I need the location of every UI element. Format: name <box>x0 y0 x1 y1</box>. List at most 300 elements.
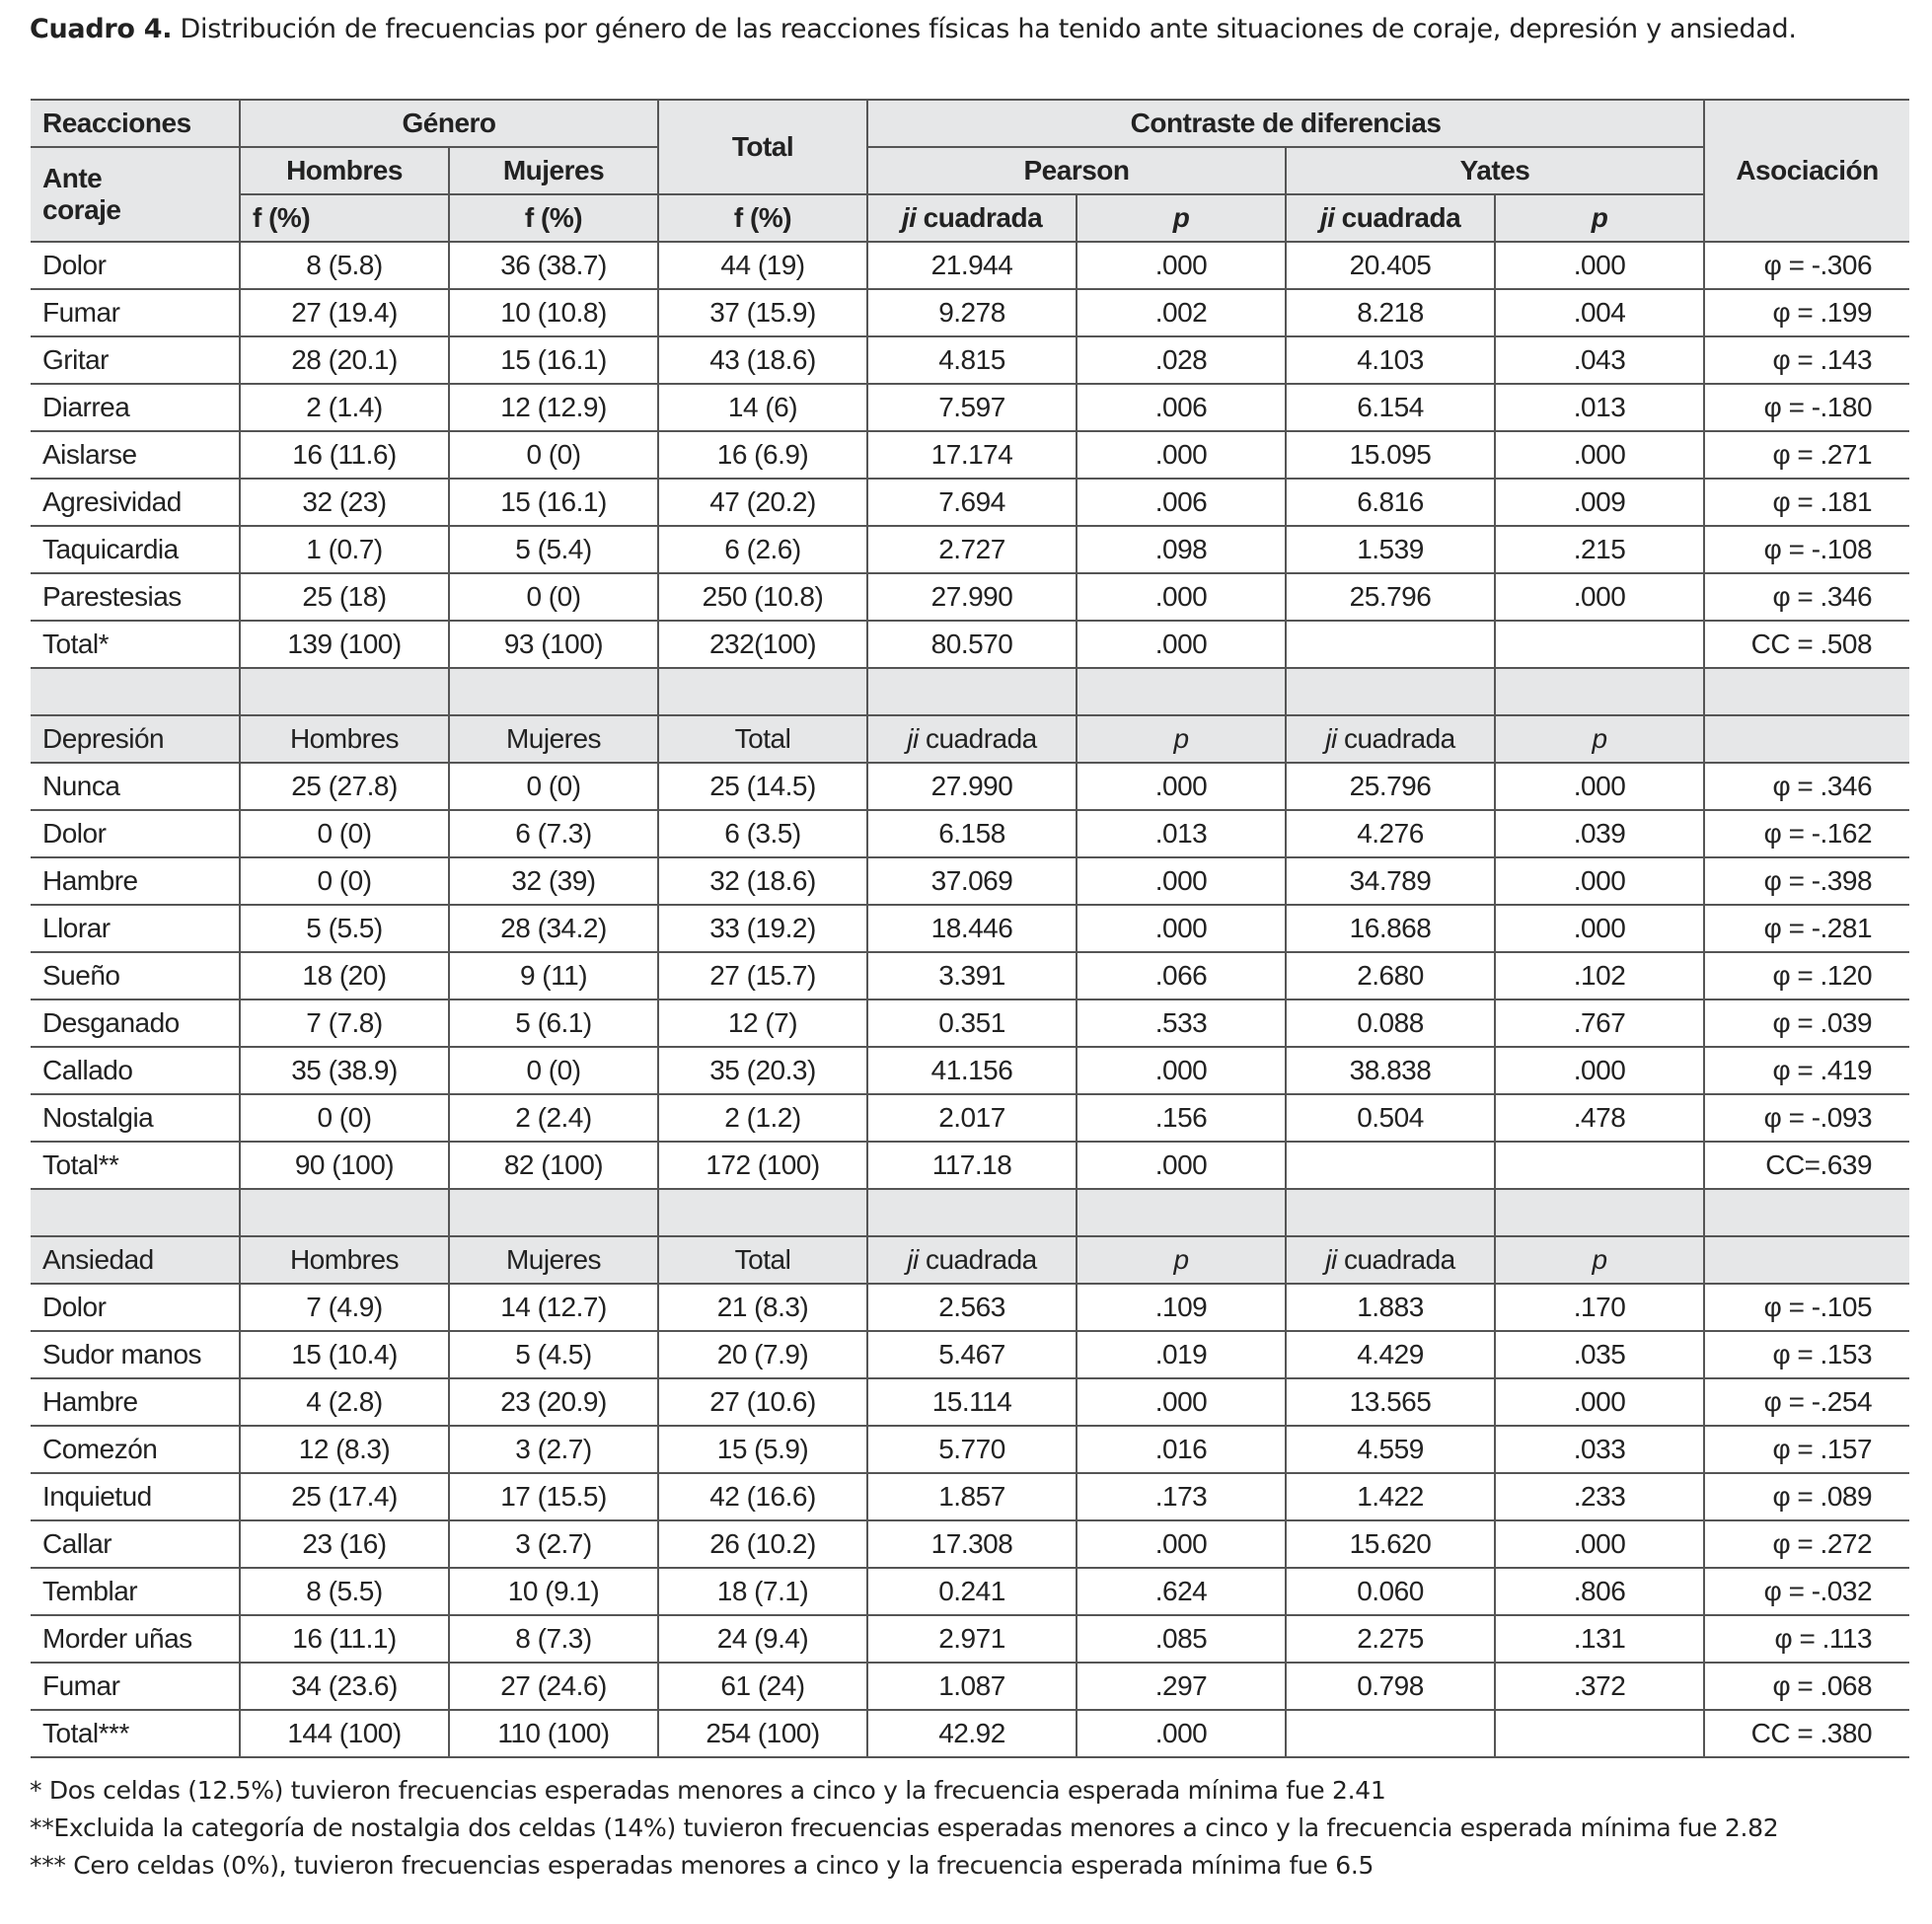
cell-hombres: 0 (0) <box>240 810 449 857</box>
section-header-row <box>31 715 1909 763</box>
cell-mujeres: 17 (15.5) <box>449 1473 658 1520</box>
section-header-row <box>31 1236 1909 1284</box>
cell-hombres: 7 (7.8) <box>240 999 449 1047</box>
cell-pearson-p: .098 <box>1077 526 1286 573</box>
note-3: *** Cero celdas (0%), tuvieron frecuencias esperadas menores a cinco y la frecuencia esperada mínima fue 6.5 <box>30 1851 1375 1880</box>
cell-hombres: 139 (100) <box>240 621 449 668</box>
cell-pearson-p: .000 <box>1077 1378 1286 1426</box>
col-hombres: Hombres <box>240 715 449 763</box>
cell-mujeres: 10 (9.1) <box>449 1568 658 1615</box>
header-mujeres: Mujeres <box>449 147 658 194</box>
cell-total: 35 (20.3) <box>658 1047 867 1094</box>
caption-text: Distribución de frecuencias por género de las reacciones físicas ha tenido ante situaciones de coraje, depresión y ansiedad. <box>180 14 1797 44</box>
table-row <box>31 1426 1909 1473</box>
cell-pearson-p: .006 <box>1077 384 1286 431</box>
row-label: Parestesias <box>31 573 240 621</box>
cell-mujeres: 5 (5.4) <box>449 526 658 573</box>
cell-asociacion: φ = -.281 <box>1704 905 1909 952</box>
cell-asociacion: φ = .068 <box>1704 1663 1909 1710</box>
cell-yates-ji: 16.868 <box>1286 905 1495 952</box>
cell-mujeres: 14 (12.7) <box>449 1284 658 1331</box>
table-row <box>31 1473 1909 1520</box>
row-label: Dolor <box>31 810 240 857</box>
cell-mujeres: 15 (16.1) <box>449 479 658 526</box>
cell-hombres: 23 (16) <box>240 1520 449 1568</box>
cell-pearson-ji: 3.391 <box>867 952 1077 999</box>
header-yates-p <box>1495 194 1704 242</box>
cell-yates-ji: 1.422 <box>1286 1473 1495 1520</box>
cell-yates-ji: 4.429 <box>1286 1331 1495 1378</box>
cell-yates-p: .009 <box>1495 479 1704 526</box>
row-label: Callado <box>31 1047 240 1094</box>
cell-mujeres: 27 (24.6) <box>449 1663 658 1710</box>
cell-mujeres: 8 (7.3) <box>449 1615 658 1663</box>
cell-pearson-ji: 2.563 <box>867 1284 1077 1331</box>
cell-yates-ji <box>1286 621 1495 668</box>
cell-asociacion: φ = .272 <box>1704 1520 1909 1568</box>
cell-asociacion: φ = -.306 <box>1704 242 1909 289</box>
cell-pearson-p: .006 <box>1077 479 1286 526</box>
cell-hombres: 27 (19.4) <box>240 289 449 336</box>
cell-asociacion: φ = .271 <box>1704 431 1909 479</box>
cell-yates-ji: 25.796 <box>1286 573 1495 621</box>
cell-asociacion: φ = -.105 <box>1704 1284 1909 1331</box>
cell-mujeres: 2 (2.4) <box>449 1094 658 1142</box>
header-row-2 <box>31 147 1909 194</box>
cell-hombres: 90 (100) <box>240 1142 449 1189</box>
cell-hombres: 32 (23) <box>240 479 449 526</box>
cell-asociacion: φ = .120 <box>1704 952 1909 999</box>
row-label: Comezón <box>31 1426 240 1473</box>
cell-yates-ji <box>1286 1710 1495 1757</box>
row-label: Dolor <box>31 1284 240 1331</box>
cell-pearson-p: .297 <box>1077 1663 1286 1710</box>
ji-label: ji <box>907 1244 919 1275</box>
cell-asociacion: φ = -.254 <box>1704 1378 1909 1426</box>
cell-pearson-ji: 27.990 <box>867 573 1077 621</box>
cell-hombres: 25 (27.8) <box>240 763 449 810</box>
cell-pearson-ji: 2.727 <box>867 526 1077 573</box>
col-asociacion <box>1704 715 1909 763</box>
cell-hombres: 7 (4.9) <box>240 1284 449 1331</box>
cell-total: 18 (7.1) <box>658 1568 867 1615</box>
header-ante-coraje <box>31 147 240 242</box>
cell-asociacion: φ = -.180 <box>1704 384 1909 431</box>
cell-pearson-p: .173 <box>1077 1473 1286 1520</box>
cell-yates-ji: 34.789 <box>1286 857 1495 905</box>
section-title-depresion: Depresión <box>31 715 240 763</box>
cell-yates-p: .000 <box>1495 242 1704 289</box>
row-label: Agresividad <box>31 479 240 526</box>
table-row <box>31 431 1909 479</box>
cell-hombres: 1 (0.7) <box>240 526 449 573</box>
cell-mujeres: 28 (34.2) <box>449 905 658 952</box>
cell-asociacion: φ = -.398 <box>1704 857 1909 905</box>
cell-yates-ji: 8.218 <box>1286 289 1495 336</box>
cell-asociacion: φ = -.093 <box>1704 1094 1909 1142</box>
cell-pearson-p: .019 <box>1077 1331 1286 1378</box>
cell-mujeres: 110 (100) <box>449 1710 658 1757</box>
cell-mujeres: 3 (2.7) <box>449 1520 658 1568</box>
cell-yates-p <box>1495 621 1704 668</box>
cell-asociacion: φ = .157 <box>1704 1426 1909 1473</box>
cell-asociacion: φ = .089 <box>1704 1473 1909 1520</box>
cell-hombres: 8 (5.5) <box>240 1568 449 1615</box>
cell-yates-p: .806 <box>1495 1568 1704 1615</box>
header-reacciones: Reacciones <box>31 100 240 147</box>
section-coraje <box>31 242 1909 668</box>
section-depresion <box>31 763 1909 1189</box>
table-row <box>31 1568 1909 1615</box>
section-ansiedad-header <box>31 1236 1909 1284</box>
col-yates-p <box>1495 1236 1704 1284</box>
cell-pearson-ji: 9.278 <box>867 289 1077 336</box>
cell-pearson-p: .000 <box>1077 573 1286 621</box>
cell-pearson-ji: 1.087 <box>867 1663 1077 1710</box>
cell-yates-p: .000 <box>1495 1047 1704 1094</box>
cell-mujeres: 0 (0) <box>449 1047 658 1094</box>
table-row <box>31 763 1909 810</box>
cell-asociacion: φ = -.108 <box>1704 526 1909 573</box>
cell-total: 43 (18.6) <box>658 336 867 384</box>
row-label: Nostalgia <box>31 1094 240 1142</box>
cell-yates-p: .767 <box>1495 999 1704 1047</box>
cell-hombres: 5 (5.5) <box>240 905 449 952</box>
section-gap <box>31 668 1909 715</box>
cell-pearson-p: .013 <box>1077 810 1286 857</box>
cell-pearson-ji: 5.467 <box>867 1331 1077 1378</box>
col-pearson-ji <box>867 1236 1077 1284</box>
header-yates: Yates <box>1286 147 1704 194</box>
row-label: Dolor <box>31 242 240 289</box>
cell-yates-p: .000 <box>1495 431 1704 479</box>
ji-label: ji <box>1325 723 1337 754</box>
cell-total: 14 (6) <box>658 384 867 431</box>
gap-row <box>31 668 1909 715</box>
cell-hombres: 25 (17.4) <box>240 1473 449 1520</box>
table-row <box>31 810 1909 857</box>
table-row <box>31 621 1909 668</box>
header-pearson: Pearson <box>867 147 1286 194</box>
cell-total: 16 (6.9) <box>658 431 867 479</box>
cuadrada-label: cuadrada <box>916 202 1043 233</box>
p-label: p <box>1173 1244 1189 1275</box>
cell-pearson-p: .000 <box>1077 763 1286 810</box>
cell-pearson-ji: 7.597 <box>867 384 1077 431</box>
cuadrada-label: cuadrada <box>1336 1244 1455 1275</box>
cell-hombres: 35 (38.9) <box>240 1047 449 1094</box>
cell-asociacion: φ = -.162 <box>1704 810 1909 857</box>
cell-pearson-ji: 5.770 <box>867 1426 1077 1473</box>
cell-mujeres: 0 (0) <box>449 431 658 479</box>
cell-yates-ji: 0.798 <box>1286 1663 1495 1710</box>
row-label: Taquicardia <box>31 526 240 573</box>
header-pearson-p <box>1077 194 1286 242</box>
cell-mujeres: 5 (6.1) <box>449 999 658 1047</box>
row-label: Total*** <box>31 1710 240 1757</box>
table-row <box>31 1710 1909 1757</box>
section-title-ansiedad: Ansiedad <box>31 1236 240 1284</box>
cell-yates-ji: 20.405 <box>1286 242 1495 289</box>
cell-yates-p: .000 <box>1495 573 1704 621</box>
col-yates-ji <box>1286 1236 1495 1284</box>
cell-asociacion: φ = .153 <box>1704 1331 1909 1378</box>
cell-total: 42 (16.6) <box>658 1473 867 1520</box>
cell-hombres: 34 (23.6) <box>240 1663 449 1710</box>
col-pearson-p <box>1077 1236 1286 1284</box>
header-total-fpct: f (%) <box>658 194 867 242</box>
cell-asociacion: φ = .113 <box>1704 1615 1909 1663</box>
row-label: Total* <box>31 621 240 668</box>
cell-asociacion: φ = .143 <box>1704 336 1909 384</box>
cell-yates-ji: 15.620 <box>1286 1520 1495 1568</box>
table-row <box>31 1142 1909 1189</box>
cell-yates-p <box>1495 1142 1704 1189</box>
cell-total: 6 (2.6) <box>658 526 867 573</box>
cell-total: 27 (10.6) <box>658 1378 867 1426</box>
cell-pearson-ji: 18.446 <box>867 905 1077 952</box>
col-yates-ji <box>1286 715 1495 763</box>
cell-yates-ji: 2.680 <box>1286 952 1495 999</box>
row-label: Desganado <box>31 999 240 1047</box>
table-caption <box>30 14 1914 44</box>
header-contraste: Contraste de diferencias <box>867 100 1704 147</box>
cell-asociacion: φ = -.032 <box>1704 1568 1909 1615</box>
cell-pearson-ji: 27.990 <box>867 763 1077 810</box>
cell-pearson-ji: 2.017 <box>867 1094 1077 1142</box>
cell-asociacion: φ = .181 <box>1704 479 1909 526</box>
col-yates-p <box>1495 715 1704 763</box>
cell-pearson-p: .000 <box>1077 242 1286 289</box>
cuadrada-label: cuadrada <box>1336 723 1455 754</box>
cell-pearson-ji: 6.158 <box>867 810 1077 857</box>
cell-yates-ji: 13.565 <box>1286 1378 1495 1426</box>
section-ansiedad <box>31 1284 1909 1757</box>
cell-total: 32 (18.6) <box>658 857 867 905</box>
cell-pearson-p: .085 <box>1077 1615 1286 1663</box>
row-label: Nunca <box>31 763 240 810</box>
cell-pearson-p: .000 <box>1077 621 1286 668</box>
cell-hombres: 4 (2.8) <box>240 1378 449 1426</box>
cell-pearson-p: .000 <box>1077 1710 1286 1757</box>
cell-pearson-ji: 37.069 <box>867 857 1077 905</box>
cell-asociacion: CC=.639 <box>1704 1142 1909 1189</box>
cell-pearson-p: .000 <box>1077 857 1286 905</box>
cell-hombres: 16 (11.1) <box>240 1615 449 1663</box>
table-row <box>31 905 1909 952</box>
row-label: Hambre <box>31 857 240 905</box>
cell-total: 25 (14.5) <box>658 763 867 810</box>
table-row <box>31 1094 1909 1142</box>
cell-yates-p: .000 <box>1495 1378 1704 1426</box>
cell-pearson-p: .624 <box>1077 1568 1286 1615</box>
row-label: Fumar <box>31 289 240 336</box>
cell-yates-p: .000 <box>1495 905 1704 952</box>
p-label: p <box>1172 202 1190 233</box>
cell-pearson-ji: 0.241 <box>867 1568 1077 1615</box>
header-ante: Ante <box>42 163 103 193</box>
caption-label: Cuadro 4. <box>30 14 173 44</box>
cell-yates-p: .102 <box>1495 952 1704 999</box>
header-genero: Género <box>240 100 658 147</box>
cell-mujeres: 5 (4.5) <box>449 1331 658 1378</box>
table-row <box>31 526 1909 573</box>
cell-hombres: 144 (100) <box>240 1710 449 1757</box>
table-row <box>31 999 1909 1047</box>
cell-yates-p: .004 <box>1495 289 1704 336</box>
row-label: Morder uñas <box>31 1615 240 1663</box>
cell-hombres: 15 (10.4) <box>240 1331 449 1378</box>
header-row-3 <box>31 194 1909 242</box>
table-row <box>31 479 1909 526</box>
table-row <box>31 573 1909 621</box>
cell-asociacion: φ = .346 <box>1704 763 1909 810</box>
cuadrada-label: cuadrada <box>918 723 1037 754</box>
cell-yates-p: .215 <box>1495 526 1704 573</box>
table-row <box>31 952 1909 999</box>
cell-mujeres: 12 (12.9) <box>449 384 658 431</box>
cell-pearson-ji: 17.174 <box>867 431 1077 479</box>
cell-hombres: 0 (0) <box>240 1094 449 1142</box>
cell-pearson-p: .002 <box>1077 289 1286 336</box>
cell-pearson-ji: 80.570 <box>867 621 1077 668</box>
ji-label: ji <box>901 202 917 233</box>
cell-yates-ji: 15.095 <box>1286 431 1495 479</box>
cell-pearson-ji: 42.92 <box>867 1710 1077 1757</box>
cell-total: 232(100) <box>658 621 867 668</box>
cell-pearson-p: .000 <box>1077 1520 1286 1568</box>
cell-yates-ji: 4.559 <box>1286 1426 1495 1473</box>
header-yates-ji <box>1286 194 1495 242</box>
table-row <box>31 1331 1909 1378</box>
header-mujeres-fpct: f (%) <box>449 194 658 242</box>
cell-mujeres: 93 (100) <box>449 621 658 668</box>
cell-yates-p <box>1495 1710 1704 1757</box>
cell-yates-ji: 25.796 <box>1286 763 1495 810</box>
cell-asociacion: φ = .346 <box>1704 573 1909 621</box>
cell-total: 61 (24) <box>658 1663 867 1710</box>
header-hombres: Hombres <box>240 147 449 194</box>
cell-hombres: 8 (5.8) <box>240 242 449 289</box>
cell-pearson-ji: 21.944 <box>867 242 1077 289</box>
cell-pearson-ji: 4.815 <box>867 336 1077 384</box>
table-row <box>31 1663 1909 1710</box>
cell-pearson-ji: 17.308 <box>867 1520 1077 1568</box>
p-label: p <box>1591 202 1608 233</box>
table-row <box>31 1520 1909 1568</box>
cell-yates-ji: 0.060 <box>1286 1568 1495 1615</box>
section-gap <box>31 1189 1909 1236</box>
cell-mujeres: 9 (11) <box>449 952 658 999</box>
col-total: Total <box>658 715 867 763</box>
row-label: Aislarse <box>31 431 240 479</box>
cell-hombres: 25 (18) <box>240 573 449 621</box>
row-label: Sudor manos <box>31 1331 240 1378</box>
cell-pearson-p: .533 <box>1077 999 1286 1047</box>
cell-asociacion: φ = .419 <box>1704 1047 1909 1094</box>
cell-hombres: 0 (0) <box>240 857 449 905</box>
row-label: Fumar <box>31 1663 240 1710</box>
row-label: Total** <box>31 1142 240 1189</box>
table-row <box>31 384 1909 431</box>
cell-asociacion: φ = .039 <box>1704 999 1909 1047</box>
cell-yates-p: .478 <box>1495 1094 1704 1142</box>
header-asociacion: Asociación <box>1704 100 1909 242</box>
cell-asociacion: CC = .508 <box>1704 621 1909 668</box>
cell-pearson-ji: 1.857 <box>867 1473 1077 1520</box>
col-pearson-p <box>1077 715 1286 763</box>
cell-total: 37 (15.9) <box>658 289 867 336</box>
col-mujeres: Mujeres <box>449 715 658 763</box>
cell-yates-p: .013 <box>1495 384 1704 431</box>
cell-hombres: 18 (20) <box>240 952 449 999</box>
cell-yates-ji: 6.816 <box>1286 479 1495 526</box>
cell-asociacion: φ = .199 <box>1704 289 1909 336</box>
note-2: **Excluida la categoría de nostalgia dos celdas (14%) tuvieron frecuencias esperadas menores a cinco y la frecuencia esperada mínima fue 2.82 <box>30 1813 1779 1842</box>
table-row <box>31 1284 1909 1331</box>
cell-total: 47 (20.2) <box>658 479 867 526</box>
cell-total: 15 (5.9) <box>658 1426 867 1473</box>
cell-hombres: 2 (1.4) <box>240 384 449 431</box>
cell-yates-ji: 6.154 <box>1286 384 1495 431</box>
cell-total: 172 (100) <box>658 1142 867 1189</box>
cell-total: 254 (100) <box>658 1710 867 1757</box>
row-label: Inquietud <box>31 1473 240 1520</box>
header-coraje: coraje <box>42 194 121 225</box>
table-row <box>31 1378 1909 1426</box>
cell-mujeres: 23 (20.9) <box>449 1378 658 1426</box>
row-label: Sueño <box>31 952 240 999</box>
cell-pearson-p: .000 <box>1077 1047 1286 1094</box>
row-label: Callar <box>31 1520 240 1568</box>
cell-yates-ji: 1.883 <box>1286 1284 1495 1331</box>
table-row <box>31 242 1909 289</box>
cell-yates-ji <box>1286 1142 1495 1189</box>
cell-yates-ji: 4.103 <box>1286 336 1495 384</box>
col-asociacion <box>1704 1236 1909 1284</box>
cell-mujeres: 0 (0) <box>449 573 658 621</box>
cuadrada-label: cuadrada <box>1334 202 1461 233</box>
cell-yates-p: .035 <box>1495 1331 1704 1378</box>
col-total: Total <box>658 1236 867 1284</box>
cell-yates-ji: 38.838 <box>1286 1047 1495 1094</box>
cell-pearson-ji: 117.18 <box>867 1142 1077 1189</box>
cell-yates-ji: 4.276 <box>1286 810 1495 857</box>
cell-pearson-ji: 41.156 <box>867 1047 1077 1094</box>
cell-yates-p: .131 <box>1495 1615 1704 1663</box>
cell-total: 6 (3.5) <box>658 810 867 857</box>
cell-pearson-p: .156 <box>1077 1094 1286 1142</box>
cell-total: 27 (15.7) <box>658 952 867 999</box>
ji-label: ji <box>907 723 919 754</box>
p-label: p <box>1592 1244 1607 1275</box>
cell-hombres: 16 (11.6) <box>240 431 449 479</box>
cell-asociacion: CC = .380 <box>1704 1710 1909 1757</box>
section-depresion-header <box>31 715 1909 763</box>
cuadrada-label: cuadrada <box>918 1244 1037 1275</box>
header-pearson-ji <box>867 194 1077 242</box>
cell-mujeres: 82 (100) <box>449 1142 658 1189</box>
frequency-table <box>31 99 1909 1758</box>
cell-mujeres: 32 (39) <box>449 857 658 905</box>
row-label: Llorar <box>31 905 240 952</box>
cell-pearson-p: .016 <box>1077 1426 1286 1473</box>
cell-total: 33 (19.2) <box>658 905 867 952</box>
cell-yates-p: .043 <box>1495 336 1704 384</box>
cell-total: 12 (7) <box>658 999 867 1047</box>
cell-yates-ji: 2.275 <box>1286 1615 1495 1663</box>
cell-yates-p: .033 <box>1495 1426 1704 1473</box>
